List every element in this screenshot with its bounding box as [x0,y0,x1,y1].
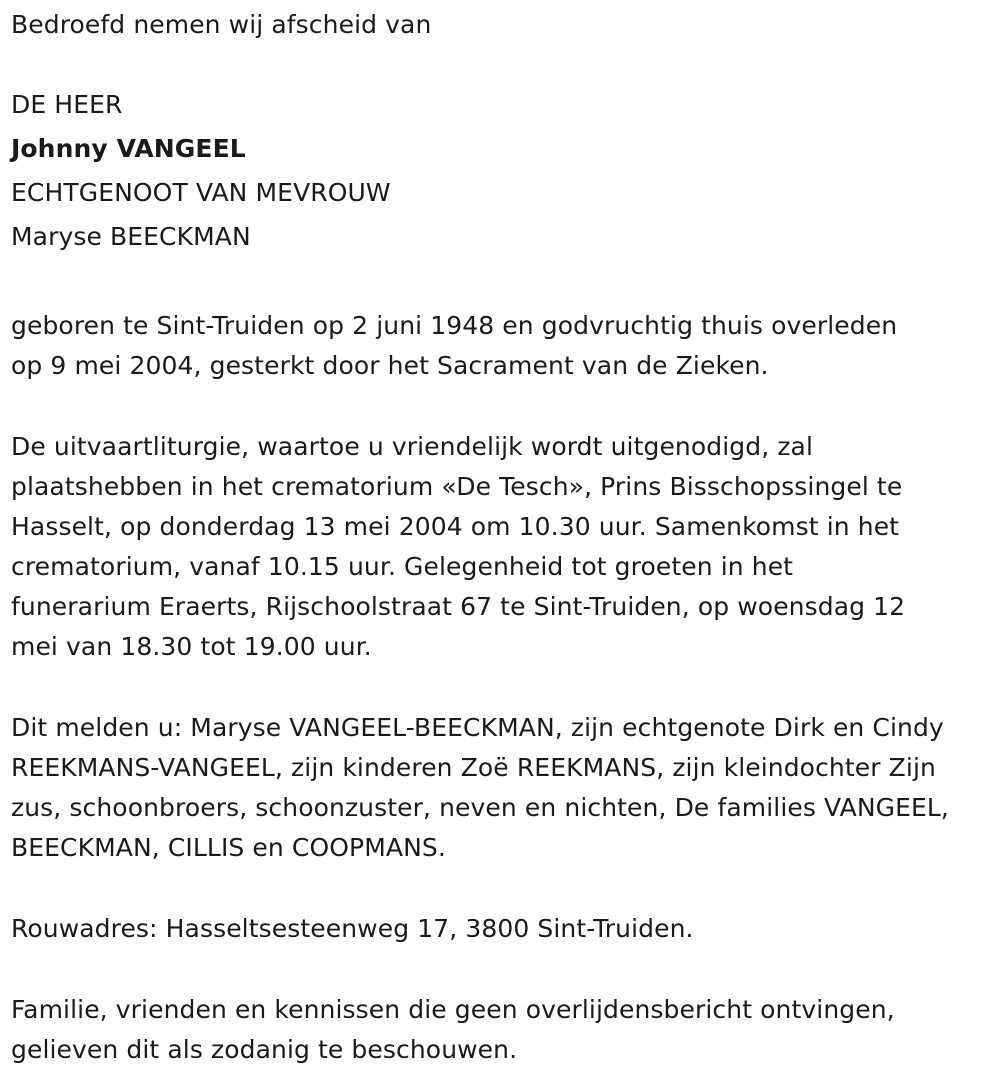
funeral-line: crematorium, vanaf 10.15 uur. Gelegenheid tot groeten in het [11,552,794,581]
address-paragraph [11,909,990,949]
birth-death-line: geboren te Sint-Truiden op 2 juni 1948 en godvruchtig thuis overleden [11,311,898,340]
announcement-line: REEKMANS-VANGEEL, zijn kinderen Zoë REEKMANS, zijn kleindochter Zijn [11,753,936,782]
funeral-paragraph [11,427,990,667]
funeral-line: De uitvaartliturgie, waartoe u vriendelijk wordt uitgenodigd, zal [11,432,814,461]
deceased-relation: ECHTGENOOT VAN MEVROUW [11,178,391,207]
announcement-line: zus, schoonbroers, schoonzuster, neven en nichten, De families VANGEEL, [11,793,949,822]
funeral-line: funerarium Eraerts, Rijschoolstraat 67 te Sint-Truiden, op woensdag 12 [11,592,906,621]
announcement-line: BEECKMAN, CILLIS en COOPMANS. [11,833,446,862]
deceased-name: Johnny VANGEEL [11,134,246,163]
announcement-line: Dit melden u: Maryse VANGEEL-BEECKMAN, zijn echtgenote Dirk en Cindy [11,713,944,742]
note-paragraph [11,990,990,1070]
deceased-block [11,85,990,261]
mourning-address: Rouwadres: Hasseltsesteenweg 17, 3800 Sint-Truiden. [11,914,694,943]
intro-text: Bedroefd nemen wij afscheid van [11,10,432,39]
birth-death-line: op 9 mei 2004, gesterkt door het Sacrament van de Zieken. [11,351,769,380]
deceased-spouse: Maryse BEECKMAN [11,222,251,251]
funeral-line: Hasselt, op donderdag 13 mei 2004 om 10.30 uur. Samenkomst in het [11,512,900,541]
deceased-title: DE HEER [11,90,123,119]
birth-death-paragraph [11,306,990,386]
intro-paragraph [11,5,990,45]
note-line: gelieven dit als zodanig te beschouwen. [11,1035,518,1064]
note-line: Familie, vrienden en kennissen die geen overlijdensbericht ontvingen, [11,995,895,1024]
funeral-line: plaatshebben in het crematorium «De Tesch», Prins Bisschopssingel te [11,472,903,501]
funeral-line: mei van 18.30 tot 19.00 uur. [11,632,372,661]
announcement-paragraph [11,708,990,868]
